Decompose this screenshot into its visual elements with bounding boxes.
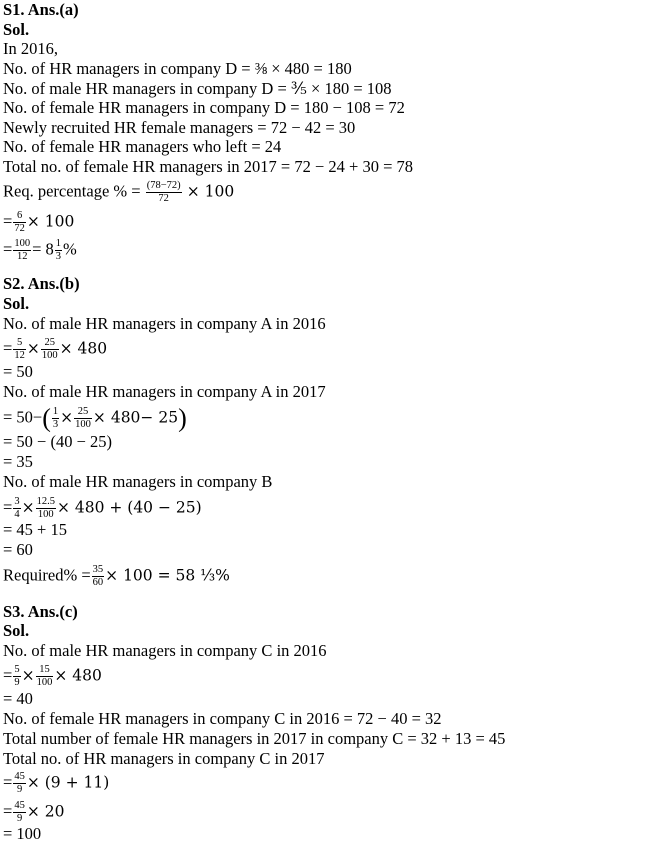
s1-req-percentage: Req. percentage % = $\frac{(78-72)}{72}$ × 100 — [3, 180, 235, 204]
s1-step-3: = $\frac{100}{12}$ = 8 $\frac{1}{3}$ % — [3, 238, 77, 262]
s2-line-7: = 35 — [3, 452, 33, 471]
s3-line-9: = 100 — [3, 824, 42, 843]
s1-heading: S1. Ans.(a) — [3, 0, 79, 19]
s2-step-2: = 50−( $\frac{1}{3}$ × $\frac{25}{100}$ × 480− 25) — [3, 403, 187, 433]
s2-line-8: No. of male HR managers in company B — [3, 472, 273, 491]
s1-line-4: No. of female HR managers in company D = 180 − 108 = 72 — [3, 98, 405, 117]
s1-line-2: No. of HR managers in company D = ⅜ × 480 = 180 — [3, 59, 352, 78]
s1-line-3: No. of male HR managers in company D = ⅗ × 180 = 108 — [3, 79, 392, 98]
s3-line-3: = 40 — [3, 689, 33, 708]
s2-step-1: = $\frac{5}{12}$ × $\frac{25}{100}$ × 480 — [3, 337, 108, 361]
s2-line-11: = 60 — [3, 540, 33, 559]
s1-line-1: In 2016, — [3, 39, 58, 58]
s2-step-3: = $\frac{3}{4}$ × $\frac{12.5}{100}$ × 480 + (40 − 25) — [3, 496, 202, 520]
s3-line-4: No. of female HR managers in company C in 2016 = 72 − 40 = 32 — [3, 709, 442, 728]
s3-heading: S3. Ans.(c) — [3, 602, 78, 621]
s1-line-5: Newly recruited HR female managers = 72 − 42 = 30 — [3, 118, 356, 137]
s1-line-7: Total no. of female HR managers in 2017 = 72 − 24 + 30 = 78 — [3, 157, 413, 176]
s3-sol-label: Sol. — [3, 621, 30, 640]
s3-step-3: = $\frac{45}{9}$ × 20 — [3, 800, 65, 824]
s1-line-6: No. of female HR managers who left = 24 — [3, 137, 282, 156]
s1-req-fraction: $\frac{(78-72)}{72}$ — [146, 180, 181, 204]
s1-step-2: = $\frac{6}{72}$ × 100 — [3, 210, 75, 234]
s2-line-1: No. of male HR managers in company A in 2016 — [3, 314, 326, 333]
s2-line-3: = 50 — [3, 362, 33, 381]
s3-step-2: = $\frac{45}{9}$ × (9 + 11) — [3, 771, 110, 795]
s2-sol-label: Sol. — [3, 294, 30, 313]
s1-req-prefix: Req. percentage % = — [3, 181, 141, 201]
s2-required-percentage: Required% = $\frac{35}{60}$ × 100 = 58 ⅓% — [3, 564, 230, 588]
s1-step-2-fraction: $\frac{6}{72}$ — [14, 210, 25, 234]
s3-step-1: = $\frac{5}{9}$ × $\frac{15}{100}$ × 480 — [3, 664, 102, 688]
s1-step-3-fraction: $\frac{100}{12}$ — [14, 238, 31, 262]
s3-line-5: Total number of female HR managers in 2017 in company C = 32 + 13 = 45 — [3, 729, 506, 748]
s2-heading: S2. Ans.(b) — [3, 274, 80, 293]
s1-sol-label: Sol. — [3, 20, 30, 39]
s1-mixed-fraction: $\frac{1}{3}$ — [55, 238, 61, 262]
s3-line-1: No. of male HR managers in company C in 2016 — [3, 641, 327, 660]
s3-line-6: Total no. of HR managers in company C in 2017 — [3, 749, 325, 768]
s2-line-4: No. of male HR managers in company A in 2017 — [3, 382, 326, 401]
s2-line-6: = 50 − (40 − 25) — [3, 432, 113, 451]
s2-line-10: = 45 + 15 — [3, 520, 67, 539]
